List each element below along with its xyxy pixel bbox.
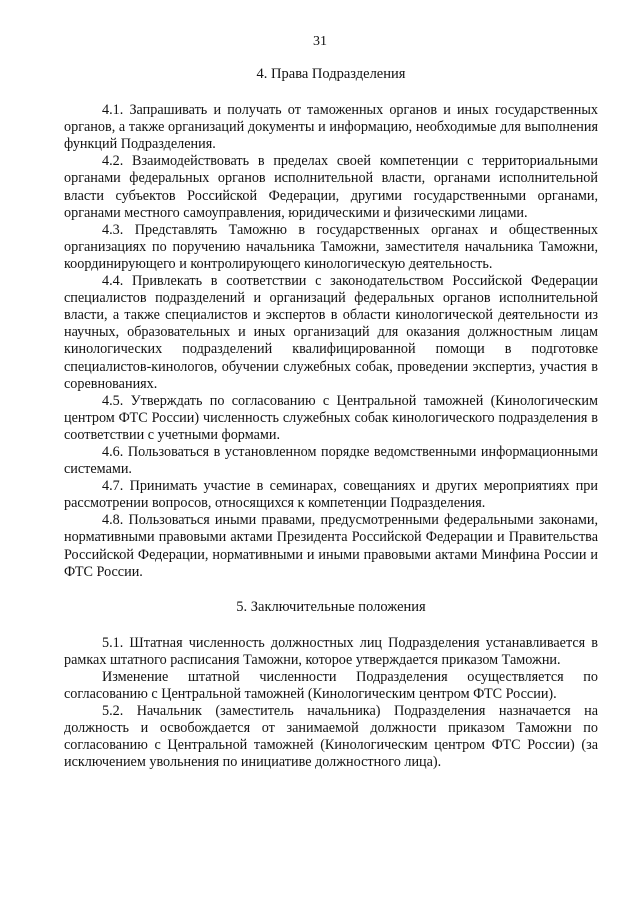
clause-4-2: 4.2. Взаимодействовать в пределах своей компетенции с территориальными органами федеральных органов исполнительной власти, органами исполнительной власти субъектов Российской Федерации, другими государственными органами, органами местного самоуправления, юридическими и физическими лицами. — [64, 153, 598, 221]
clause-4-7: 4.7. Принимать участие в семинарах, совещаниях и других мероприятиях при рассмотрении вопросов, относящихся к компетенции Подразделения. — [64, 478, 598, 512]
section-title-final-provisions: 5. Заключительные положения — [236, 598, 426, 615]
clause-4-8: 4.8. Пользоваться иными правами, предусмотренными федеральными законами, нормативными правовыми актами Президента Российской Федерации и Правительства Российской Федерации, нормативными и иными правовыми актами Минфина России и ФТС России. — [64, 512, 598, 580]
section-title-rights: 4. Права Подразделения — [256, 66, 406, 82]
clause-4-5: 4.5. Утверждать по согласованию с Центральной таможней (Кинологическим центром ФТС России) численность служебных собак кинологического подразделения в соответствии с учетными формами. — [64, 392, 598, 443]
document-body — [64, 66, 598, 772]
page-number: 31 — [313, 34, 327, 49]
clause-5-1-amendment: Изменение штатной численности Подразделения осуществляется по согласованию с Центральной таможней (Кинологическим центром ФТС России). — [64, 669, 598, 703]
clause-4-4: 4.4. Привлекать в соответствии с законодательством Российской Федерации специалистов подразделений и организаций федеральных органов исполнительной власти, а также специалистов и экспертов в области кинологической деятельности из научных, образовательных и иных организаций для оказания должностным лицам кинологических подразделений квалифицированной помощи в подготовке специалистов-кинологов, обучении служебных собак, проведении экспертиз, участия в соревнованиях. — [64, 273, 598, 392]
clause-5-2: 5.2. Начальник (заместитель начальника) Подразделения назначается на должность и освобождается от занимаемой должности приказом Таможни по согласованию с Центральной таможней (Кинологическим центром ФТС России) (за исключением увольнения по инициативе должностного лица). — [64, 703, 598, 771]
clause-4-3: 4.3. Представлять Таможню в государственных органах и общественных организациях по поручению начальника Таможни, заместителя начальника Таможни, координирующего и контролирующего кинологическую деятельность. — [64, 221, 598, 272]
clause-4-1: 4.1. Запрашивать и получать от таможенных органов и иных государственных органов, а также организаций документы и информацию, необходимые для выполнения функций Подразделения. — [64, 102, 598, 153]
clause-5-1: 5.1. Штатная численность должностных лиц Подразделения устанавливается в рамках штатного расписания Таможни, которое утверждается приказом Таможни. — [64, 634, 598, 668]
clause-4-6: 4.6. Пользоваться в установленном порядке ведомственными информационными системами. — [64, 443, 598, 478]
